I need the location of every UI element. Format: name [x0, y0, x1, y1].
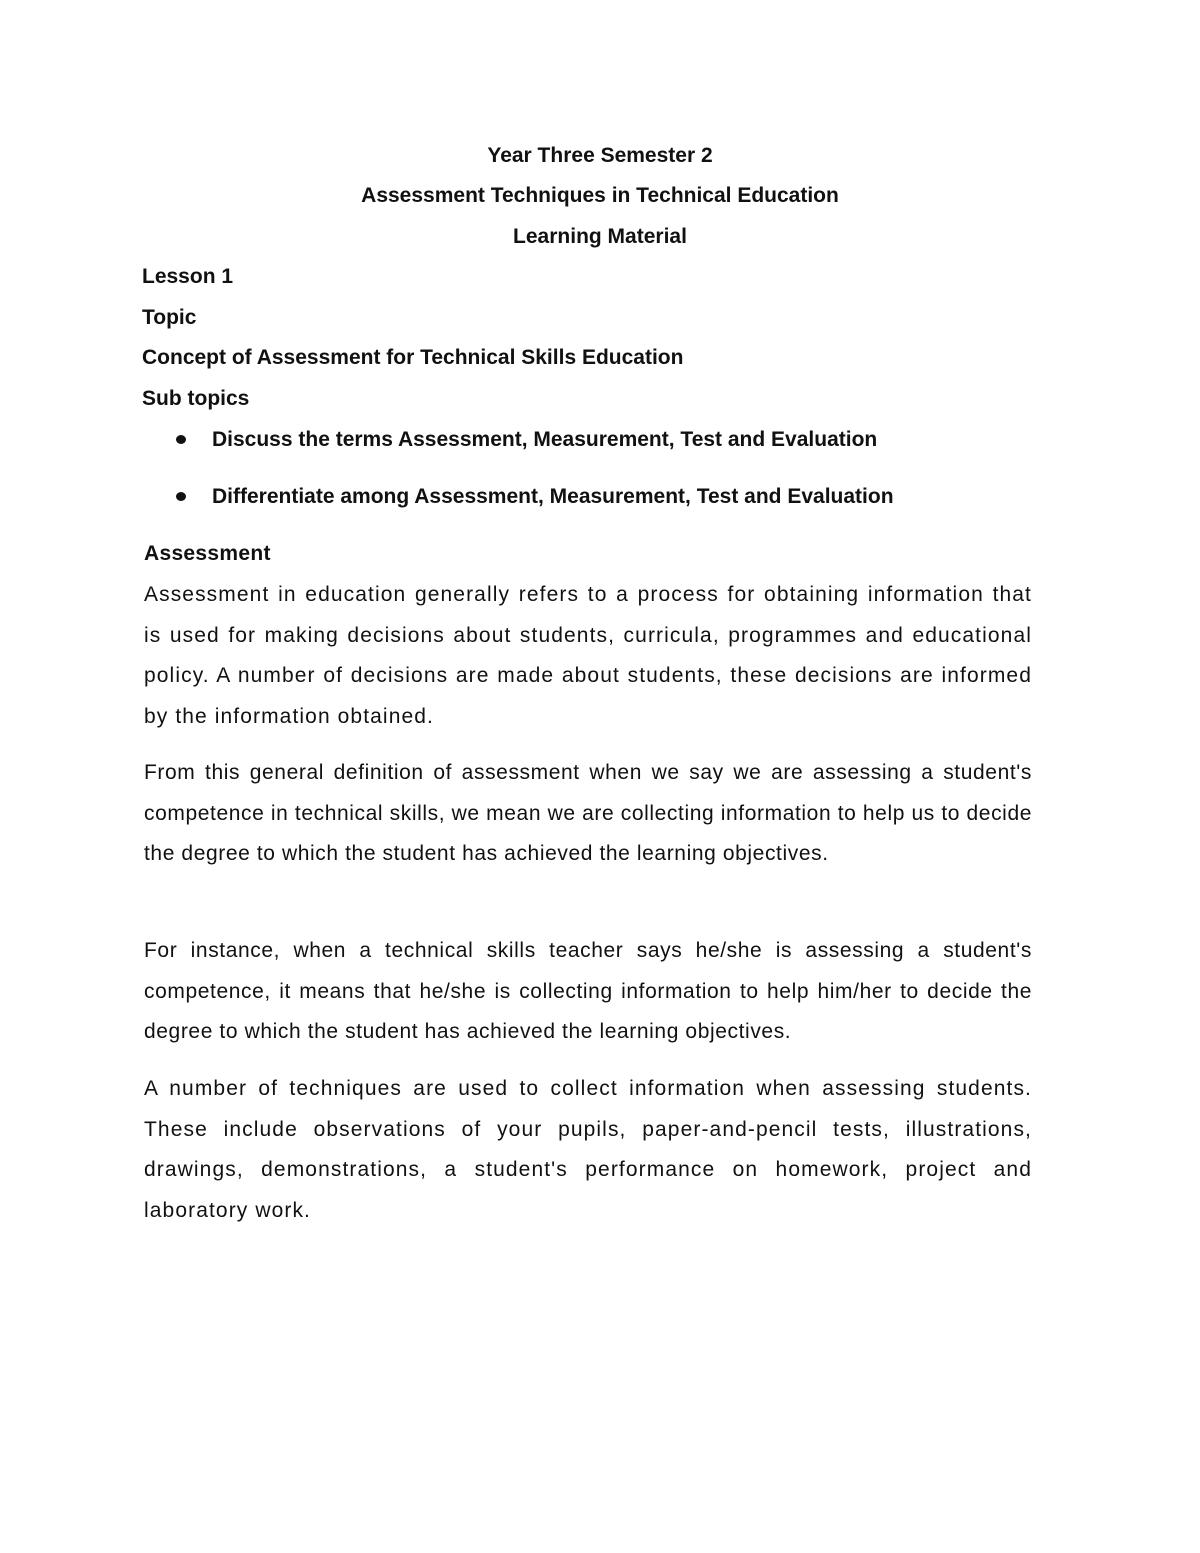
topic-label: Topic	[142, 306, 197, 329]
subtopics-label: Sub topics	[142, 387, 250, 410]
assessment-paragraph-1: Assessment in education generally refers to a process for obtaining information that is used for making decisions about students, curricula, programmes and educational policy. A number of decisions are made about students, these decisions are informed by the information obtained.	[144, 583, 1032, 728]
assessment-paragraph-3: For instance, when a technical skills teacher says he/she is assessing a student's competence, it means that he/she is collecting information to help him/her to decide the degree to which the student has achieved the learning objectives.	[144, 939, 1032, 1044]
assessment-heading: Assessment	[144, 542, 271, 565]
assessment-paragraph-4: A number of techniques are used to collect information when assessing students. These include observations of your pupils, paper-and-pencil tests, illustrations, drawings, demonstrations, a student's performance on homework, project and laboratory work.	[144, 1077, 1032, 1222]
topic-title: Concept of Assessment for Technical Skills Education	[142, 346, 684, 369]
document-year-semester: Year Three Semester 2	[487, 144, 713, 167]
assessment-paragraph-2: From this general definition of assessment when we say we are assessing a student's competence in technical skills, we mean we are collecting information to help us to decide the degree to which the student has achieved the learning objectives.	[144, 761, 1032, 866]
document-material-type: Learning Material	[513, 225, 687, 248]
lesson-label: Lesson 1	[142, 265, 234, 288]
bullet-icon	[176, 435, 186, 444]
subtopic-text: Differentiate among Assessment, Measurement, Test and Evaluation	[212, 485, 894, 508]
document-course-title: Assessment Techniques in Technical Education	[361, 184, 839, 207]
subtopic-text: Discuss the terms Assessment, Measurement, Test and Evaluation	[212, 428, 878, 451]
bullet-icon	[176, 492, 186, 501]
